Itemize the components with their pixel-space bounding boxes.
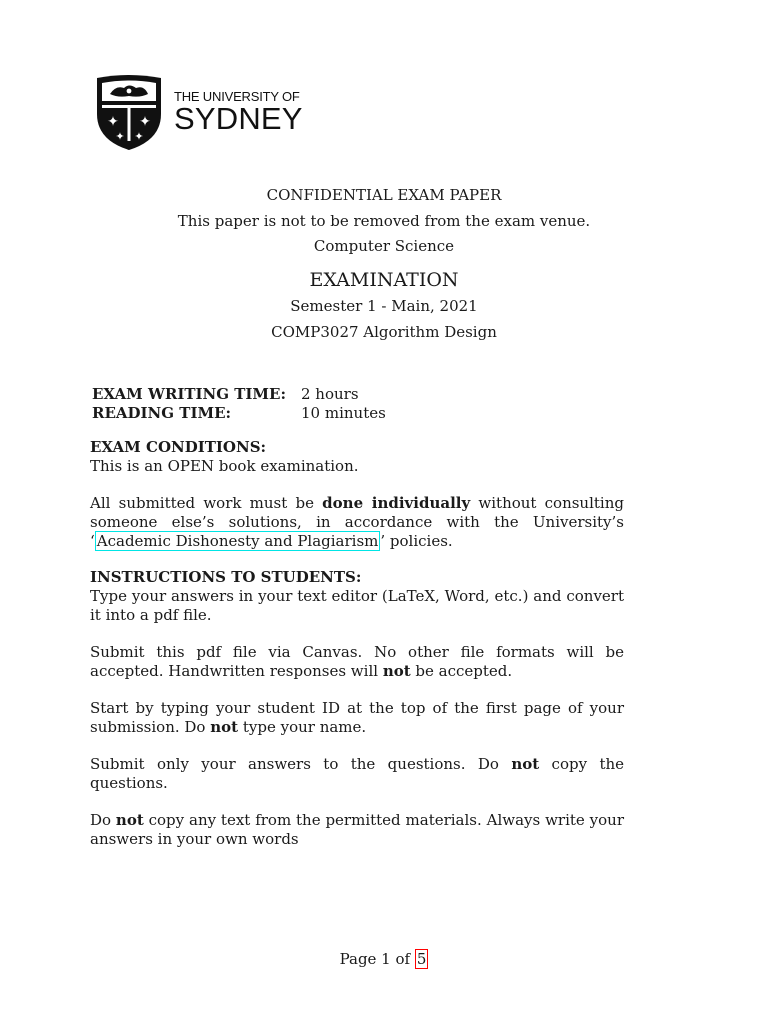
svg-text:✦: ✦ [115,130,125,143]
instruction-2: Submit this pdf file via Canvas. No other file formats will be accepted. Handwritten responses will not be accepted. [90,643,624,680]
logo-wordmark [174,90,303,134]
individual-work-statement: All submitted work must be done individually without consulting someone else’s solutions, in accordance with the University’s ‘ Academic Dishonesty and Plagiarism ’ policies. [90,494,624,550]
instruction-5: Do not copy any text from the permitted materials. Always write your answers in your own words [90,811,624,848]
writing-time-row [92,385,359,404]
exam-title: EXAMINATION [309,269,459,291]
instructions-section [90,568,624,849]
logo-line-2: SYDNEY [174,101,303,136]
page-label: Page 1 of [339,950,415,968]
reading-time-row [92,404,386,423]
instruction-1: Type your answers in your text editor (LaTeX, Word, etc.) and convert it into a pdf file. [90,587,624,624]
university-logo [94,74,304,152]
semester: Semester 1 - Main, 2021 [290,297,478,315]
logo-line-1: THE UNIVERSITY OF [174,89,300,104]
page-footer [0,949,768,969]
instruction-4: Submit only your answers to the questions. Do not copy the questions. [90,755,625,792]
instructions-heading: INSTRUCTIONS TO STUDENTS: [90,568,362,586]
svg-text:✦: ✦ [139,114,151,130]
svg-text:✦: ✦ [134,130,144,143]
writing-time-label: EXAM WRITING TIME: [92,385,287,403]
confidential-heading: CONFIDENTIAL EXAM PAPER [266,186,502,204]
svg-text:✦: ✦ [107,114,119,130]
department: Computer Science [313,237,455,255]
reading-time-label: READING TIME: [92,404,232,422]
policy-link[interactable]: Academic Dishonesty and Plagiarism [96,532,379,550]
conditions-heading: EXAM CONDITIONS: [90,438,267,456]
reading-time-value: 10 minutes [301,404,386,422]
exam-conditions-section [90,438,624,551]
writing-time-value: 2 hours [301,385,359,403]
instruction-3: Start by typing your student ID at the top of the first page of your submission. Do not type your name. [90,699,624,736]
course-title: COMP3027 Algorithm Design [271,323,497,341]
individual-emphasis: done individually [322,494,471,512]
total-pages-link[interactable]: 5 [416,950,427,968]
open-book-statement: This is an OPEN book examination. [90,457,359,475]
venue-notice: This paper is not to be removed from the exam venue. [177,212,591,230]
university-crest-icon [94,74,164,152]
